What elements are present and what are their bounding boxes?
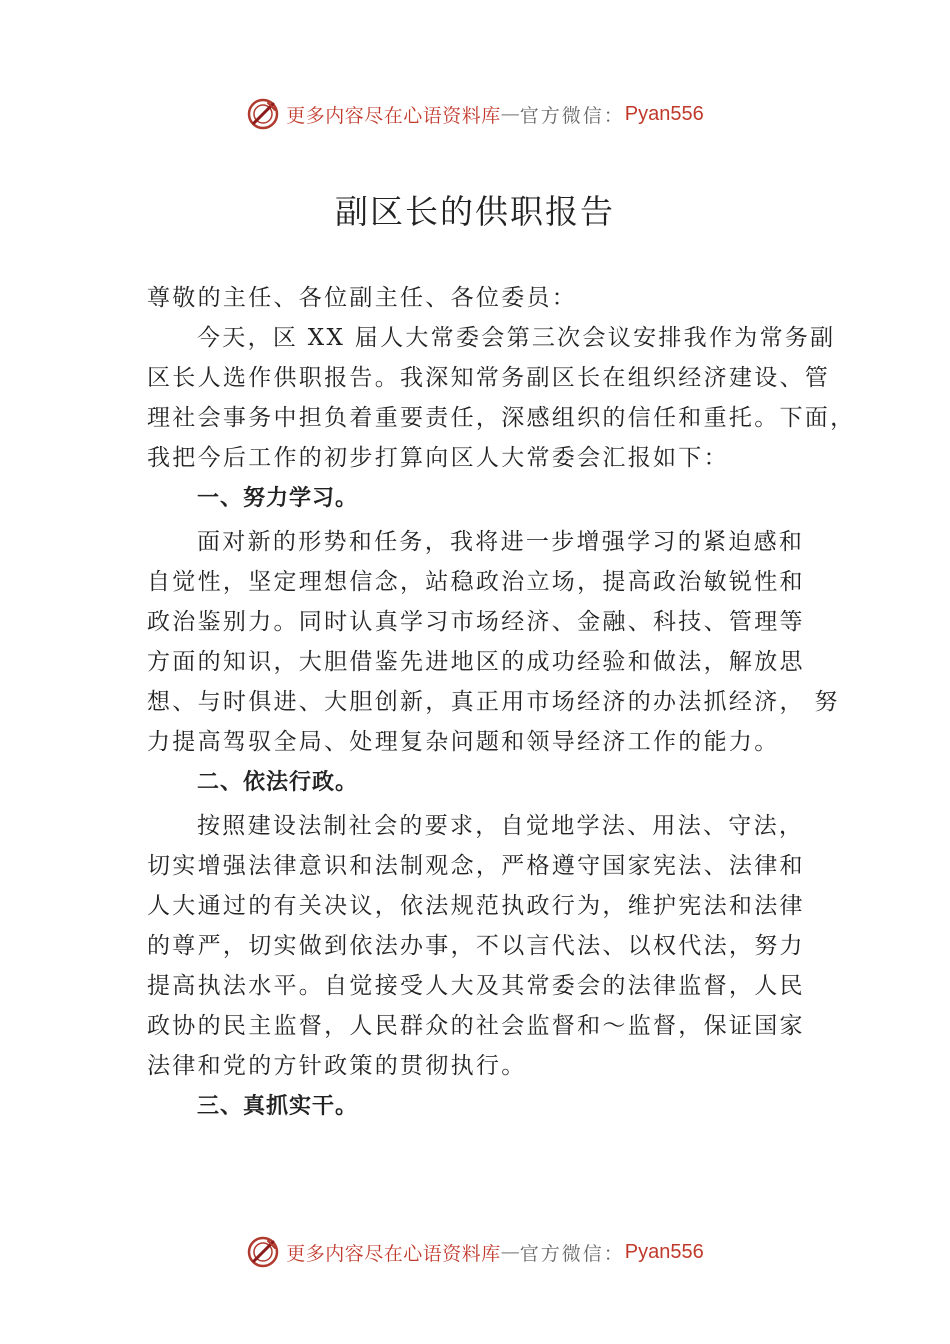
banner-wechat-id: Pyan556: [624, 102, 704, 125]
paragraph-line: 按照建设法制社会的要求，自觉地学法、用法、守法，: [197, 813, 805, 839]
banner-library-text: 更多内容尽在心语资料库: [286, 104, 501, 127]
section-heading-law: 二、依法行政。: [197, 770, 359, 795]
banner-separator: —: [500, 1241, 520, 1263]
greeting-line: 尊敬的主任、各位副主任、各位委员：: [147, 285, 578, 311]
paragraph-line: 面对新的形势和任务，我将进一步增强学习的紧迫感和: [197, 529, 805, 555]
intro-line: 理社会事务中担负着重要责任，深感组织的信任和重托。下面，: [147, 405, 856, 431]
paragraph-line: 法律和党的方针政策的贯彻执行。: [147, 1053, 527, 1079]
paragraph-line: 力提高驾驭全局、处理复杂问题和领导经济工作的能力。: [147, 729, 780, 755]
banner-wechat-label: 官方微信：: [519, 1242, 625, 1265]
banner-wechat-id: Pyan556: [624, 1240, 704, 1263]
banner-separator: —: [500, 103, 520, 125]
paragraph-line: 提高执法水平。自觉接受人大及其常委会的法律监督，人民: [147, 973, 805, 999]
paragraph-line: 自觉性，坚定理想信念，站稳政治立场，提高政治敏锐性和: [147, 569, 805, 595]
red-seal-logo-icon: [246, 1235, 280, 1269]
intro-line: 今天，区 XX 届人大常委会第三次会议安排我作为常务副: [197, 325, 836, 351]
document-body: [147, 278, 856, 1128]
intro-line: 我把今后工作的初步打算向区人大常委会汇报如下：: [147, 445, 729, 471]
document-title: 副区长的供职报告: [335, 192, 615, 231]
paragraph-line: 政协的民主监督，人民群众的社会监督和～监督，保证国家: [147, 1013, 805, 1039]
header-watermark-banner: [0, 94, 950, 134]
paragraph-line: 方面的知识，大胆借鉴先进地区的成功经验和做法，解放思: [147, 649, 805, 675]
red-seal-logo-icon: [246, 97, 280, 131]
banner-wechat-label: 官方微信：: [519, 104, 625, 127]
footer-watermark-banner: [0, 1232, 950, 1272]
intro-line: 区长人选作供职报告。我深知常务副区长在组织经济建设、管: [147, 365, 831, 391]
paragraph-line: 切实增强法律意识和法制观念，严格遵守国家宪法、法律和: [147, 853, 805, 879]
section-heading-study: 一、努力学习。: [197, 486, 359, 511]
banner-library-text: 更多内容尽在心语资料库: [286, 1242, 501, 1265]
paragraph-line: 政治鉴别力。同时认真学习市场经济、金融、科技、管理等: [147, 609, 805, 635]
paragraph-line: 的尊严，切实做到依法办事，不以言代法、以权代法，努力: [147, 933, 805, 959]
section-heading-practical: 三、真抓实干。: [197, 1094, 359, 1119]
paragraph-line: 人大通过的有关决议，依法规范执政行为，维护宪法和法律: [147, 893, 805, 919]
paragraph-line: 想、与时俱进、大胆创新，真正用市场经济的办法抓经济， 努: [147, 689, 840, 715]
